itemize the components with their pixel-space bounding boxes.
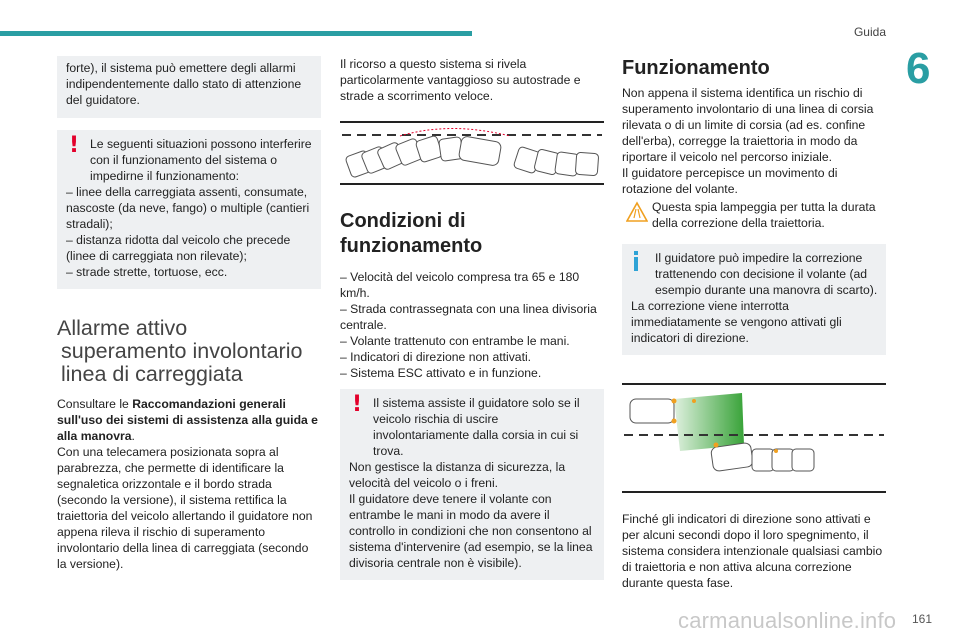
- warning-line: Non gestisce la distanza di sicurezza, la velocità del veicolo o i freni.: [349, 460, 566, 490]
- lane-warning-lamp-icon: [626, 201, 648, 223]
- lamp-note-text: Questa spia lampeggia per tutta la durata della correzione della traiettoria.: [652, 200, 876, 230]
- section-heading-lane-departure: [57, 317, 321, 386]
- note-text: forte), il sistema può emettere degli allarmi indipendentemente dallo stato di attenzione del guidatore.: [66, 61, 302, 107]
- chapter-number: 6: [906, 44, 931, 93]
- warning-exclamation-icon: !: [352, 392, 363, 417]
- intro-bold-link: Raccomandazioni generali sull'uso dei sistemi di assistenza alla guida e alla manovra: [57, 397, 318, 443]
- header-accent-bar: [0, 31, 472, 36]
- bottom-paragraph: Finché gli indicatori di direzione sono attivati e per alcuni secondi dopo il loro spegnimento, il sistema considera intenzionale qualsiasi cambio di traiettoria e non attiva alcuna correzione durante questa fase.: [622, 512, 883, 590]
- section-heading-conditions: Condizioni di funzionamento: [340, 210, 483, 257]
- body-paragraph: Il guidatore percepisce un movimento di rotazione del volante.: [622, 166, 838, 196]
- body-paragraph: Non appena il sistema identifica un rischio di superamento involontario di una linea di corsia rilevata o di un limite di corsia (ad es. confine dell'erba), corregge la traiettoria in modo da riportare il veicolo nel percorso iniziale.: [622, 86, 874, 164]
- condition-item: – Volante trattenuto con entrambe le mani.: [340, 334, 570, 348]
- column-2: [340, 56, 604, 580]
- lane-correction-illustration: [340, 121, 604, 185]
- intro-suffix: .: [131, 429, 135, 443]
- body-paragraph: Con una telecamera posizionata sopra al parabrezza, che permette di identificare la segnaletica orizzontale e il bordo strada (secondo la versione), il sistema rettifica la traiettoria del veicolo allertando il guidatore non appena rileva il rischio di superamento involontario della linea di carreggiata (secondo la versione).: [57, 445, 313, 571]
- column-3: [622, 56, 886, 591]
- intro-prefix: Consultare le: [57, 397, 133, 411]
- warning-box-assistance: [340, 389, 604, 580]
- intro-paragraph: [57, 396, 321, 444]
- note-box-continued: [57, 56, 321, 118]
- condition-item: – Sistema ESC attivato e in funzione.: [340, 366, 542, 380]
- turn-signal-illustration: [622, 383, 886, 493]
- column-1: [57, 56, 321, 572]
- warning-line: – linee della carreggiata assenti, consumate, nascoste (da neve, fango) o multiple (cantieri stradali);: [66, 185, 310, 231]
- section-heading-operation: Funzionamento: [622, 57, 770, 79]
- heading-line: superamento involontario: [61, 339, 303, 363]
- warning-exclamation-icon: !: [69, 133, 80, 158]
- lamp-note: [622, 199, 886, 231]
- watermark: carmanualsonline.info: [678, 608, 897, 633]
- warning-line: Il guidatore deve tenere il volante con entrambe le mani in modo da avere il controllo in condizioni che non consentono al sistema d'intervenire (ad esempio, se la linea divisoria centrale non è visibile).: [349, 492, 593, 570]
- info-line: Il guidatore può impedire la correzione trattenendo con decisione il volante (ad esempio durante una manovra di scarto).: [655, 251, 878, 297]
- warning-line: – strade strette, tortuose, ecc.: [66, 265, 228, 279]
- section-title: Guida: [853, 25, 886, 39]
- page-number: 161: [911, 612, 932, 626]
- turn-signal-drawing: [622, 385, 886, 491]
- info-box-override: [622, 244, 886, 355]
- warning-box-interference: [57, 130, 321, 289]
- heading-line: linea di carreggiata: [61, 362, 243, 386]
- warning-line: – distanza ridotta dal veicolo che precede (linee di carreggiata non rilevate);: [66, 233, 291, 263]
- warning-line: Il sistema assiste il guidatore solo se il veicolo rischia di uscire involontariamente dalla corsia in cui si trova.: [373, 396, 580, 458]
- warning-line: Le seguenti situazioni possono interferire con il funzionamento del sistema o impedirne il funzionamento:: [90, 137, 312, 183]
- condition-item: – Velocità del veicolo compresa tra 65 e 180 km/h.: [340, 270, 580, 300]
- intro-paragraph: Il ricorso a questo sistema si rivela particolarmente vantaggioso su autostrade e strade a scorrimento veloce.: [340, 57, 581, 103]
- info-line: La correzione viene interrotta immediatamente se vengono attivati gli indicatori di direzione.: [631, 299, 842, 345]
- lane-correction-drawing: [340, 123, 604, 183]
- condition-item: – Indicatori di direzione non attivati.: [340, 350, 532, 364]
- condition-item: – Strada contrassegnata con una linea divisoria centrale.: [340, 302, 597, 332]
- heading-line: Allarme attivo: [57, 316, 188, 340]
- conditions-list: [340, 269, 604, 381]
- info-icon: [633, 251, 639, 271]
